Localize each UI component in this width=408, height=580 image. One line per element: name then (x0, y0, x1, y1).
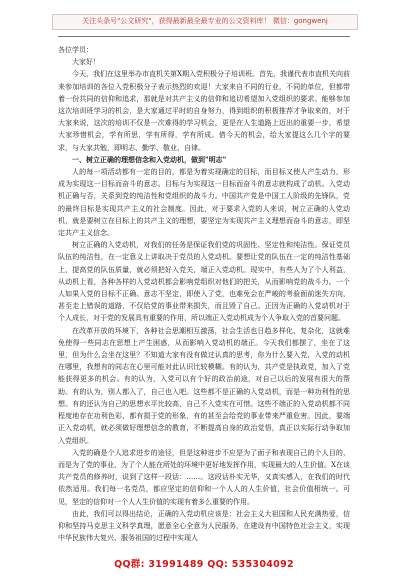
paragraph: 在改革开放的环境下，各种社会思潮相互激荡，社会生活也日趋多样化、复杂化，这就难免使得一些同志在思想上产生困惑，从而影响入党动机的端正。今天我们都摆了，坐在了这里，但为什么会坐在这里？不知道大家有没有做过认真的思考，你为什么要入党，入党的动机在哪里，我想有的同志在心里可能对此认识比较模糊。有的认为，共产党是执政党，加入了党能获得更多的机会。有的认为，入党可以有个好的政治前途，对自己以后的发展有很大的帮助。有的认为，别人都入了，自己也入吧。这些都不是正确的入党动机，而是一种功利性的思想。有的还认为自己的思想水平比较高，自己不入党实在可惜。这些不端正的入党动机都不同程度地存在功利色彩，都有损于党的形象，有的甚至会给党的事业带来严重危害。因此，要端正入党动机，就必须做好理想信念的教育，不断提高自身的政治觉悟，真正以实际行动争取加入党组织。 (58, 326, 350, 445)
paragraph: 今天，我们在这里举办市直机关第X期入党积极分子培训班。首先，我谨代表市直机关向前来参加培训的各位入党积极分子表示热烈的欢迎！大家来自不同的行业，不同的单位，但都带着一份共同的信仰和追求，那就是对共产主义的信仰和追切希望加入党组织的要求。能够参加这次培训班学习的机会，是大家通过平时的自身努力，得到组织的积极推荐才争取来的，对于大家来说，这次的培训不仅是一次难得的学习机会，更是在人生道路上迈出的重要一步，希望大家珍惜机会，学有所思，学有所得，学有所成。借今天的机会，给大家提这么几个字的要求，与大家共勉，即明志、勤学、敬业、自律。 (58, 70, 350, 152)
contact-footer: QQ群: 31991489 QQ: 535304092 (114, 559, 294, 570)
greeting: 大家好！ (72, 58, 100, 67)
banner-text: 关注头条号"公文研究"，获得最新最全最专业的公文资料库！ 微信：gongwenj (82, 17, 328, 25)
paragraph: 人的每一项活动都有一定的目的，都是为着实现确定的目标，而目标又使人产生动力，形成为实现这一目标而奋斗的意志。目标与为实现这一目标而奋斗的意志就构成了动机。入党动机正确与否，关系到党的纯洁性和党组织的战斗力。中国共产党是中国工人阶级的先锋队，党的最终目标是实现共产主义的社会制度。因此，对于要求入党的人来说，树立正确的入党动机，就是要树立在目标上的共产主义的理想，要坚定为实现共产主义理想而奋斗的意志，即坚定共产主义信念。 (58, 168, 350, 238)
paragraph: 入党的确是个人追求进步的途径，但是这种进步不应是为了面子和表现自己的个人目的，而是为了党的事业，为了个人能在所处的环境中更好地发挥作用，实现最大的人生价值。X在谈共产党员的修养时，说到了这样一段话：……。这段话朴实无华，又真实感人，在我们的时代依然适用。我们每一名党员，都应坚定的信仰和一个人人的人生价值，社会价值相统一。可见，坚定的信仰对一个人人生价值的实现有着多么重要的作用。 (58, 448, 350, 506)
salutation: 各位学员： (58, 46, 93, 54)
paragraph: 树立正确的入党动机，对我们的任务是保证我们党的巩固性、坚定性和纯洁性。保证党员队伍的纯洁性，在一定意义上讲取决于党员的入党动机。要想让党的队伍在一定的纯洁性基础上，提高党的队伍质量，就必须把好入党关，端正入党动机。现实中，有些人为了个人利益，从动机上看，各种各样的入党动机都会影响党组织对他们的把关，从而影响党的战斗力。一个人如果入党的目标不正确、意志不坚定，即使入了党，也难免会在严峻的考验面前迷失方向，甚至走上错误的道路，不仅给党的事业带来损失，而且毁了自己。正因为正确的入党动机对于个人成长，对于党的发展具有重要的作用，所以端正入党动机成为个人争取入党的首要问题。 (58, 241, 350, 323)
document-body (58, 44, 350, 544)
section-heading: 一、树立正确的理想信念和入党动机，做到"明志" (72, 154, 227, 164)
header-divider (58, 36, 350, 37)
paragraph: 由此，我们可以得出结论，正确的入党动机应该是：社会主义大祖国和人民充满热爱，信仰和坚持马克思主义科学真理，愿意全心全意为人民服务，在建设有中国特色社会主义，实现中华民族伟大复兴、服务祖国的过程中实现人 (58, 509, 350, 543)
promo-banner (52, 14, 358, 30)
